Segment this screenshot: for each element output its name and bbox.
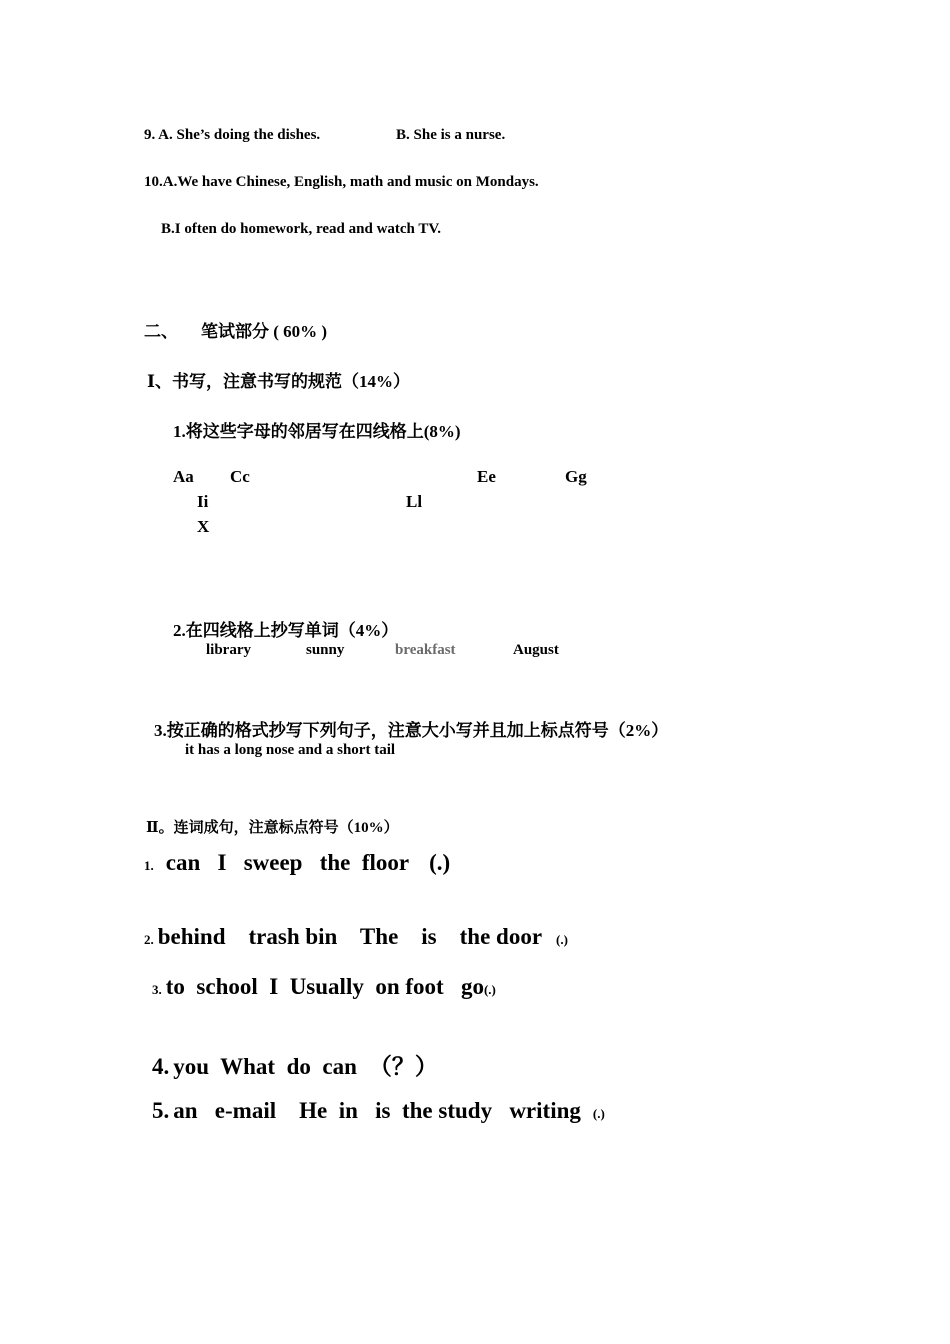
sentence-words: can I sweep the floor xyxy=(165,850,410,875)
sentence-words: to school I Usually on foot go xyxy=(165,974,484,999)
sentence-number: 3. xyxy=(152,982,162,997)
sentence-item-3 xyxy=(152,974,496,1000)
sentence-number: 1. xyxy=(144,858,154,873)
letter-ee: Ee xyxy=(477,467,496,486)
q10-option-a: 10.A.We have Chinese, English, math and music on Mondays. xyxy=(144,174,539,190)
sentence-punctuation: （？） xyxy=(368,1054,438,1079)
sentence-number: 2. xyxy=(144,932,154,947)
section2-title: Ⅱ。连词成句，注意标点符号（10%） xyxy=(146,820,399,836)
task3-sentence: it has a long nose and a short tail xyxy=(185,742,396,758)
sentence-number: 4. xyxy=(152,1054,170,1079)
letter-cc: Cc xyxy=(230,467,250,486)
letter-gg: Gg xyxy=(565,467,587,486)
sentence-punctuation: (.) xyxy=(556,932,568,947)
task1-title: 1.将这些字母的邻居写在四线格上(8%) xyxy=(173,422,461,441)
q9-option-a: 9. A. She’s doing the dishes. xyxy=(144,127,321,143)
sentence-item-1 xyxy=(144,850,450,876)
sentence-item-2 xyxy=(144,924,568,950)
written-heading: 笔试部分 ( 60% ) xyxy=(201,322,328,341)
letter-x: X xyxy=(197,517,210,536)
task3-title: 3.按正确的格式抄写下列句子，注意大小写并且加上标点符号（2%） xyxy=(154,721,669,740)
letter-ii: Ii xyxy=(197,492,209,511)
word-library: library xyxy=(206,642,251,658)
q9-option-b: B. She is a nurse. xyxy=(396,127,506,143)
section1-title: Ⅰ、书写，注意书写的规范（14%） xyxy=(147,372,410,391)
letter-aa: Aa xyxy=(173,467,194,486)
sentence-item-5 xyxy=(152,1098,605,1124)
sentence-punctuation: (.) xyxy=(483,982,496,997)
letter-ll: Ll xyxy=(406,492,423,511)
sentence-punctuation: (.) xyxy=(592,1106,605,1121)
sentence-punctuation: (.) xyxy=(429,850,451,875)
sentence-words: an e-mail He in is the study writing xyxy=(173,1098,581,1123)
sentence-words: you What do can xyxy=(173,1054,357,1079)
word-breakfast: breakfast xyxy=(395,642,456,658)
q10-option-b: B.I often do homework, read and watch TV. xyxy=(161,221,442,237)
word-august: August xyxy=(513,642,559,658)
sentence-item-4 xyxy=(152,1048,438,1081)
word-sunny: sunny xyxy=(306,642,345,658)
sentence-words: behind trash bin The is the door xyxy=(157,924,543,949)
task2-title: 2.在四线格上抄写单词（4%） xyxy=(173,621,399,640)
sentence-number: 5. xyxy=(152,1098,170,1123)
written-heading-number: 二、 xyxy=(144,322,178,341)
